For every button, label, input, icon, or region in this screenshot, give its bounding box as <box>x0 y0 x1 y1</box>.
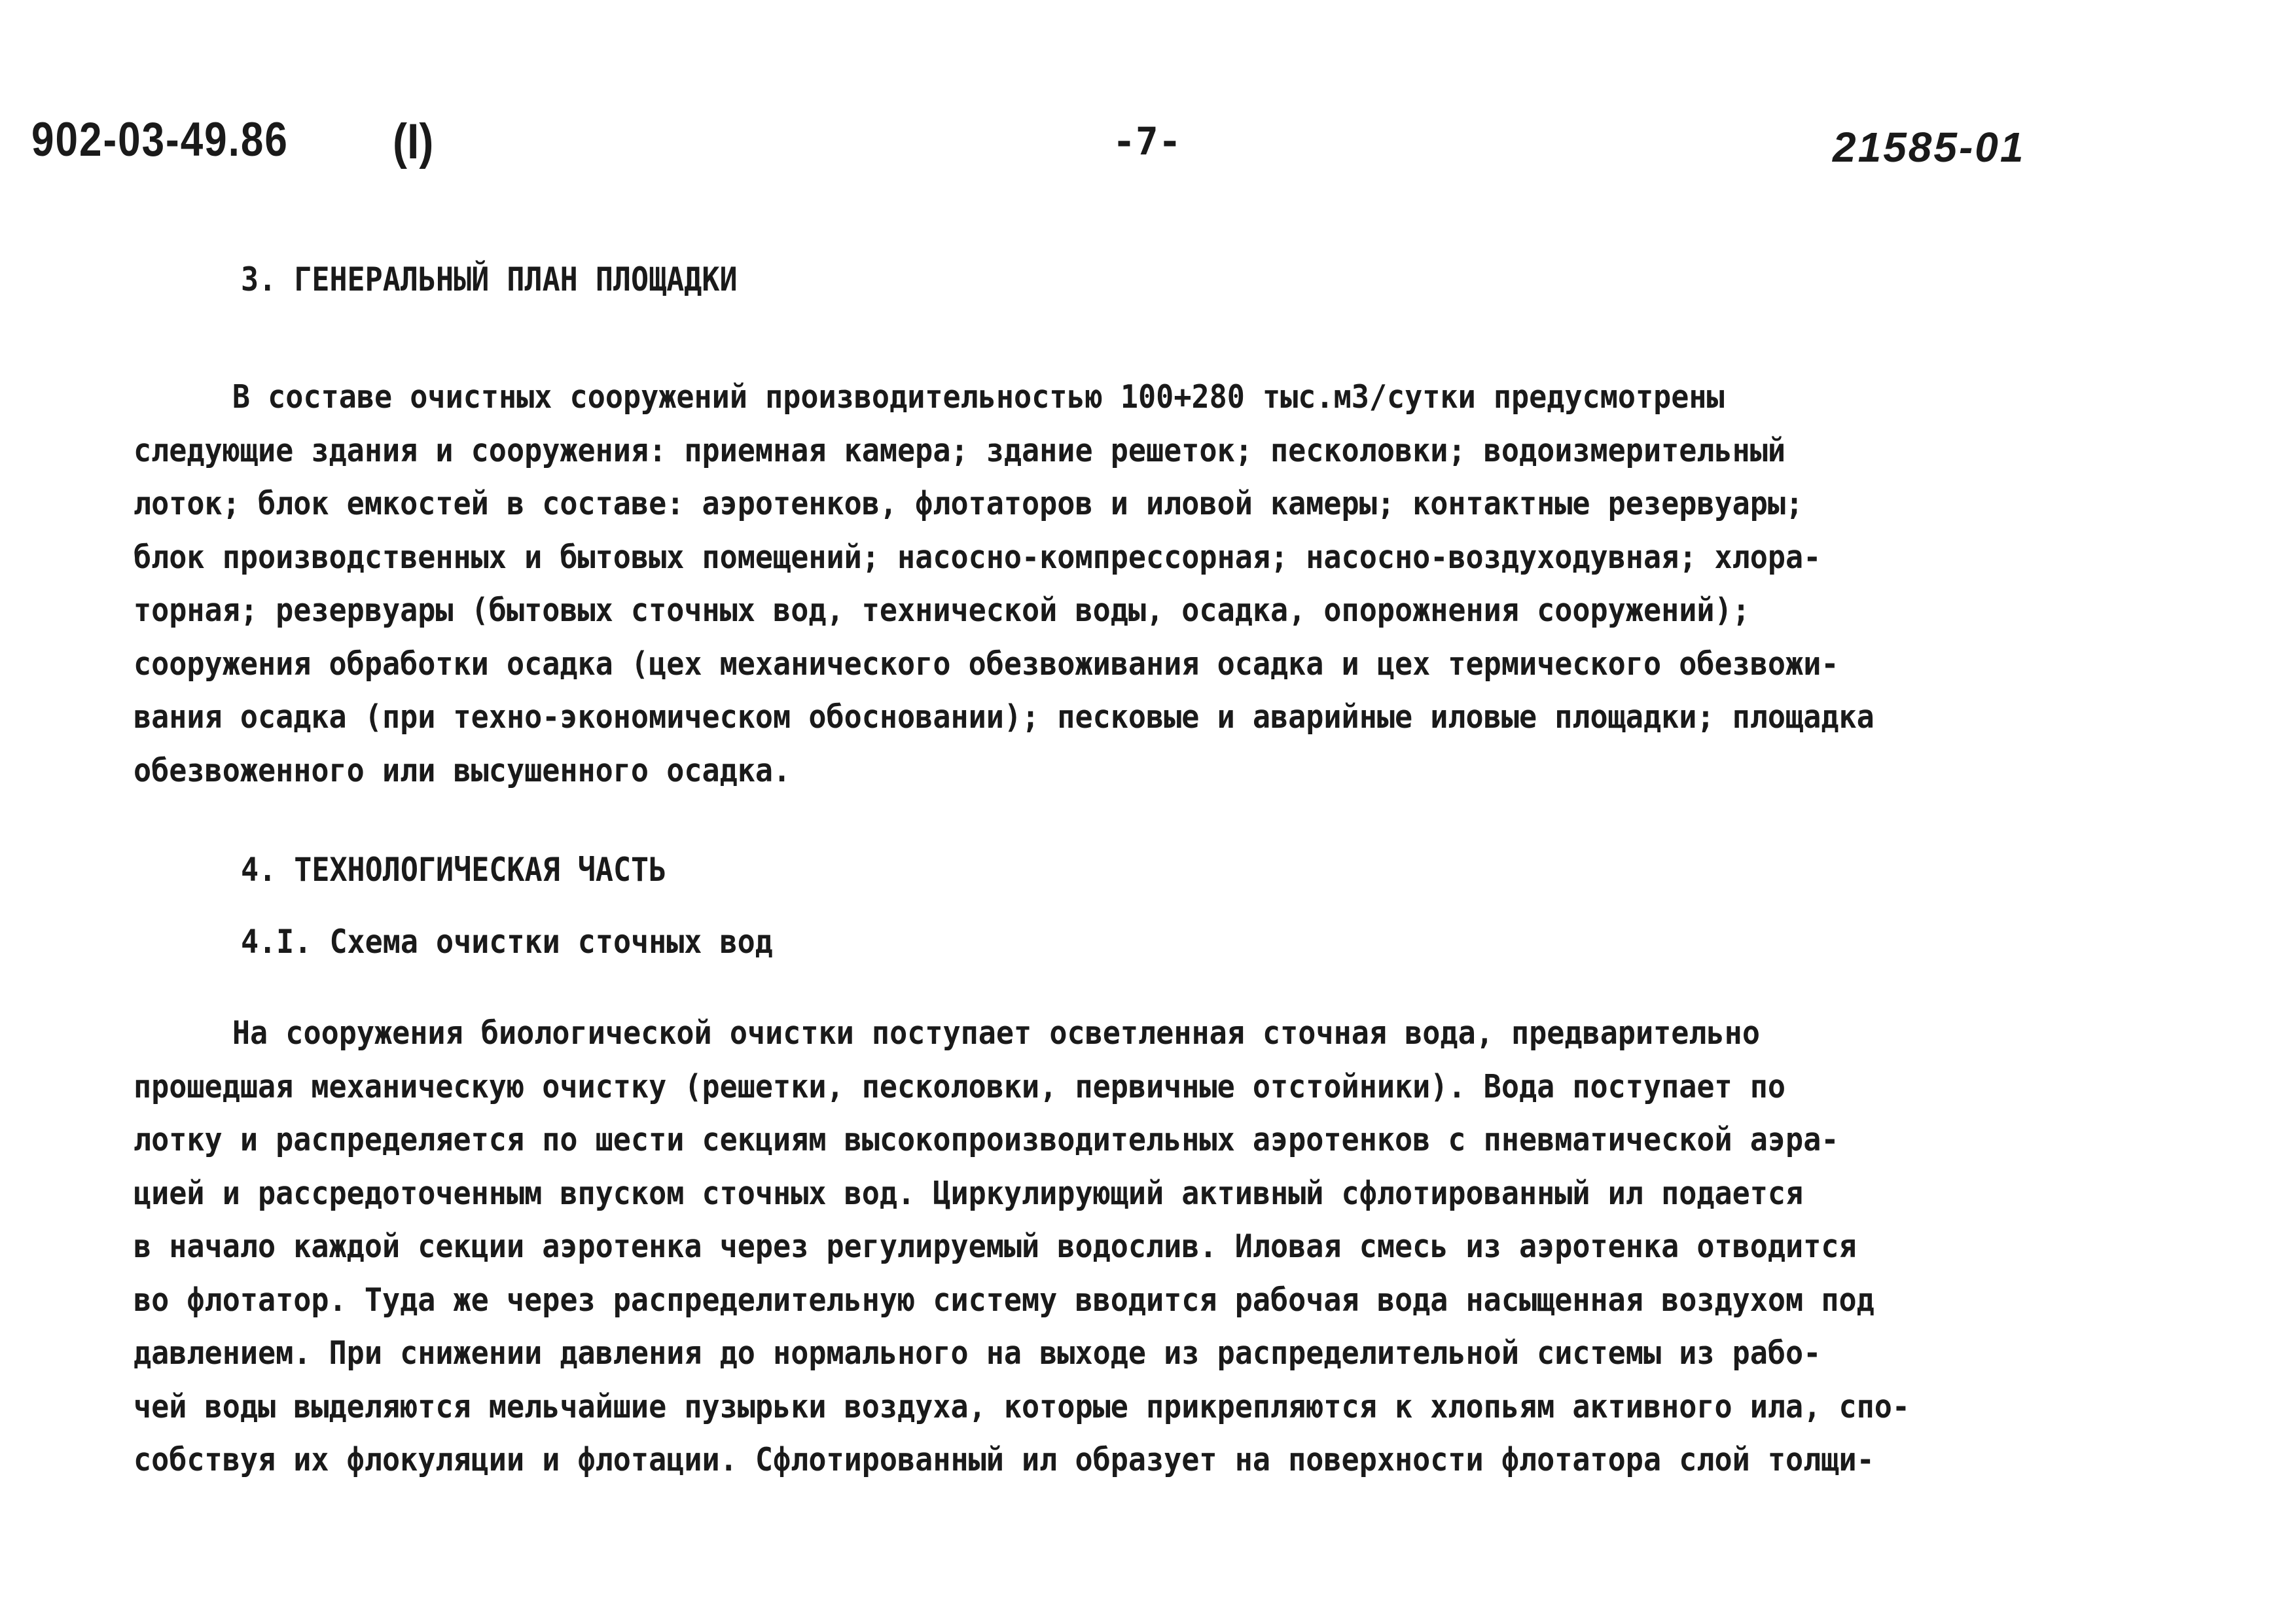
paragraph-line: торная; резервуары (бытовых сточных вод, технической воды, осадка, опорожнения сооружений); <box>134 592 1750 629</box>
section-4-heading: 4. ТЕХНОЛОГИЧЕСКАЯ ЧАСТЬ <box>241 851 667 889</box>
paragraph-line: чей воды выделяются мельчайшие пузырьки воздуха, которые прикрепляются к хлопьям активного ила, спо- <box>134 1387 1910 1425</box>
paragraph-line: вания осадка (при техно-экономическом обосновании); песковые и аварийные иловые площадки; площадка <box>134 698 1874 736</box>
paragraph-line: сооружения обработки осадка (цех механического обезвоживания осадка и цех термического обезвожи- <box>134 645 1839 683</box>
paragraph-line: блок производственных и бытовых помещений; насосно-компрессорная; насосно-воздуходувная; хлора- <box>134 538 1821 576</box>
section-4-1-paragraph <box>134 1007 2064 1487</box>
paragraph-line: следующие здания и сооружения: приемная камера; здание решеток; песколовки; водоизмерительный <box>134 431 1786 469</box>
section-3-heading: 3. ГЕНЕРАЛЬНЫЙ ПЛАН ПЛОЩАДКИ <box>241 260 738 298</box>
paragraph-line: обезвоженного или высушенного осадка. <box>134 751 791 789</box>
paragraph-line: цией и рассредоточенным впуском сточных вод. Циркулирующий активный сфлотированный ил подается <box>134 1174 1804 1212</box>
paragraph-line: прошедшая механическую очистку (решетки, песколовки, первичные отстойники). Вода поступает по <box>134 1067 1786 1105</box>
paragraph-line: собствуя их флокуляции и флотации. Сфлотированный ил образует на поверхности флотатора слой толщи- <box>134 1441 1874 1478</box>
paragraph-line: во флотатор. Туда же через распределительную систему вводится рабочая вода насыщенная воздухом под <box>134 1281 1874 1319</box>
inventory-number: 21585-01 <box>1833 124 2026 171</box>
paragraph-line: На сооружения биологической очистки поступает осветленная сточная вода, предварительно <box>232 1014 1760 1052</box>
paragraph-line: в начало каждой секции аэротенка через регулируемый водослив. Иловая смесь из аэротенка отводится <box>134 1228 1857 1265</box>
paragraph-line: В составе очистных сооружений производительностью 100+280 тыс.м3/сутки предусмотрены <box>232 378 1725 416</box>
paragraph-line: лотку и распределяется по шести секциям высокопроизводительных аэротенков с пневматической аэра- <box>134 1121 1839 1158</box>
album-number: (I) <box>393 113 434 169</box>
page-number: -7- <box>1113 119 1181 164</box>
section-3-paragraph <box>134 370 2026 797</box>
section-4-1-heading: 4.I. Схема очистки сточных вод <box>241 923 773 961</box>
document-code: 902-03-49.86 <box>31 113 289 167</box>
paragraph-line: лоток; блок емкостей в составе: аэротенков, флотаторов и иловой камеры; контактные резервуары; <box>134 485 1804 522</box>
paragraph-line: давлением. При снижении давления до нормального на выходе из распределительной системы из рабо- <box>134 1334 1821 1372</box>
